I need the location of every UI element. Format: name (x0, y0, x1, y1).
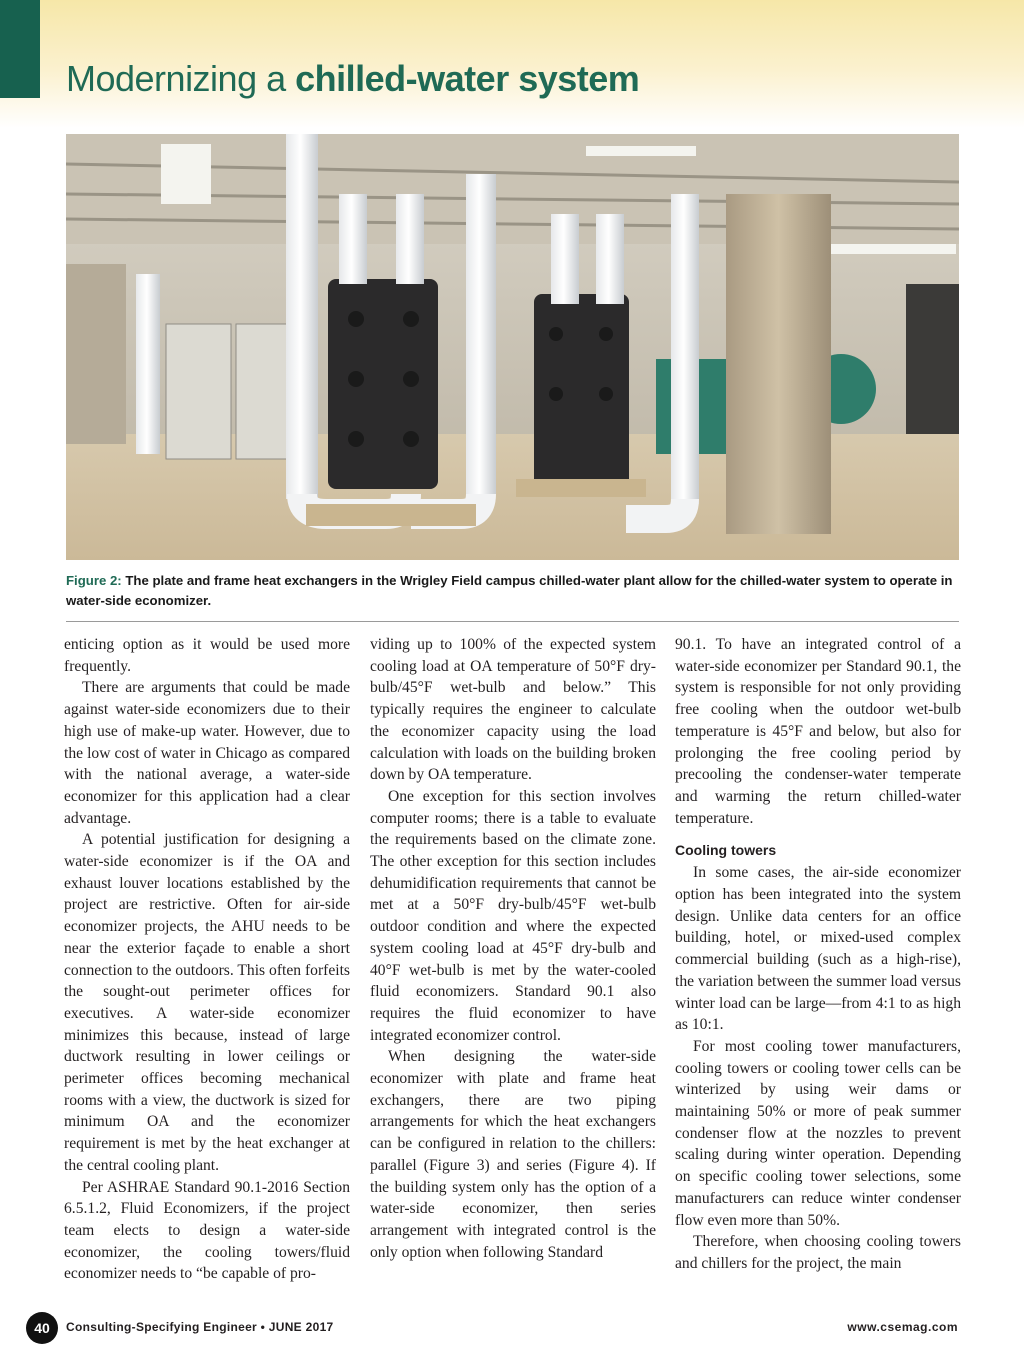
text-column-1 (64, 634, 350, 1285)
figure-caption (66, 571, 959, 611)
body-paragraph: Therefore, when choosing cooling towers and chillers for the project, the main (675, 1233, 961, 1272)
body-paragraph: One exception for this section involves computer rooms; there is a table to evaluate the requirements based on the climate zone. The other exception for this section includes dehumidification requirements that cannot be met at a 50°F dry-bulb/45°F wet-bulb outdoor condition and where the expected system cooling load at 45°F dry-bulb and 40°F wet-bulb is met by the water-cooled fluid economizers. Standard 90.1 also requires the fluid economizer to have integrated economizer control. (370, 787, 656, 1044)
body-paragraph: enticing option as it would be used more frequently. (64, 636, 350, 675)
footer-publication: Consulting-Specifying Engineer • JUNE 2017 (66, 1320, 334, 1334)
figure-photo (66, 134, 959, 560)
body-paragraph: 90.1. To have an integrated control of a water-side economizer per Standard 90.1, the system is responsible for not only providing free cooling when the outdoor wet-bulb temperature is 45°F and below, but also for prolonging the free cooling period by precooling the condenser-water temperate and warming the return chilled-water temperature. (675, 636, 961, 827)
body-paragraph: When designing the water-side economizer with plate and frame heat exchangers, there are two piping arrangements for which the heat exchangers can be configured in relation to the chillers: parallel (Figure 3) and series (Figure 4). If the building system only has the option of a water-side economizer, then series arrangement with integrated control is the only option when following Standard (370, 1048, 656, 1261)
footer-url: www.csemag.com (847, 1320, 958, 1334)
text-column-2 (370, 634, 656, 1263)
figure-caption-text: The plate and frame heat exchangers in the Wrigley Field campus chilled-water plant allow for the chilled-water system to operate in water-side economizer. (66, 573, 953, 608)
section-heading: Cooling towers (675, 842, 777, 859)
page-title (66, 58, 639, 100)
section-tab (0, 0, 40, 98)
page-number-badge: 40 (26, 1312, 58, 1344)
body-paragraph: There are arguments that could be made against water-side economizers due to their high use of make-up water. However, due to the low cost of water in Chicago as compared with the national average, a water-side economizer for this application had a clear advantage. (64, 679, 350, 827)
caption-divider (66, 621, 959, 622)
body-paragraph: viding up to 100% of the expected system cooling load at OA temperature of 50°F dry-bulb/45°F wet-bulb and below.” This typically requires the engineer to calculate the economizer capacity using the load calculation with loads on the building broken down by OA temperature. (370, 636, 656, 784)
body-paragraph: For most cooling tower manufacturers, cooling towers or cooling tower cells can be winterized by using weir dams or maintaining 50% or more of peak summer condenser flow at the nozzles to prevent scaling during winter operation. Depending on specific cooling tower selections, some manufacturers can reduce winter condenser flow even more than 50%. (675, 1037, 961, 1229)
title-light: Modernizing a (66, 58, 286, 99)
body-paragraph: Per ASHRAE Standard 90.1-2016 Section 6.5.1.2, Fluid Economizers, if the project team elects to design a water-side economizer, the cooling towers/fluid economizer needs to “be capable of pro- (64, 1178, 350, 1283)
body-paragraph: A potential justification for designing a water-side economizer is if the OA and exhaust louver locations established by the project are restrictive. Often for air-side economizer projects, the AHU needs to be near the exterior façade to enable a short connection to the outdoors. This often forfeits the sought-out perimeter offices for executives. A water-side economizer minimizes this because, instead of large ductwork resulting in lower ceilings or perimeter offices becoming mechanical rooms with a view, the ductwork is sized for minimum OA and the economizer requirement is met by the heat exchanger at the central cooling plant. (64, 831, 350, 1174)
text-column-3 (675, 634, 961, 1275)
body-paragraph: In some cases, the air-side economizer option has been integrated into the system design. Unlike data centers for an office building, hotel, or mixed-used complex commercial building (such as a high-rise), the variation between the summer load versus winter load can be large—from 4:1 to as high as 10:1. (675, 864, 961, 1034)
figure-label: Figure 2: (66, 573, 122, 588)
title-bold: chilled-water system (295, 58, 640, 99)
